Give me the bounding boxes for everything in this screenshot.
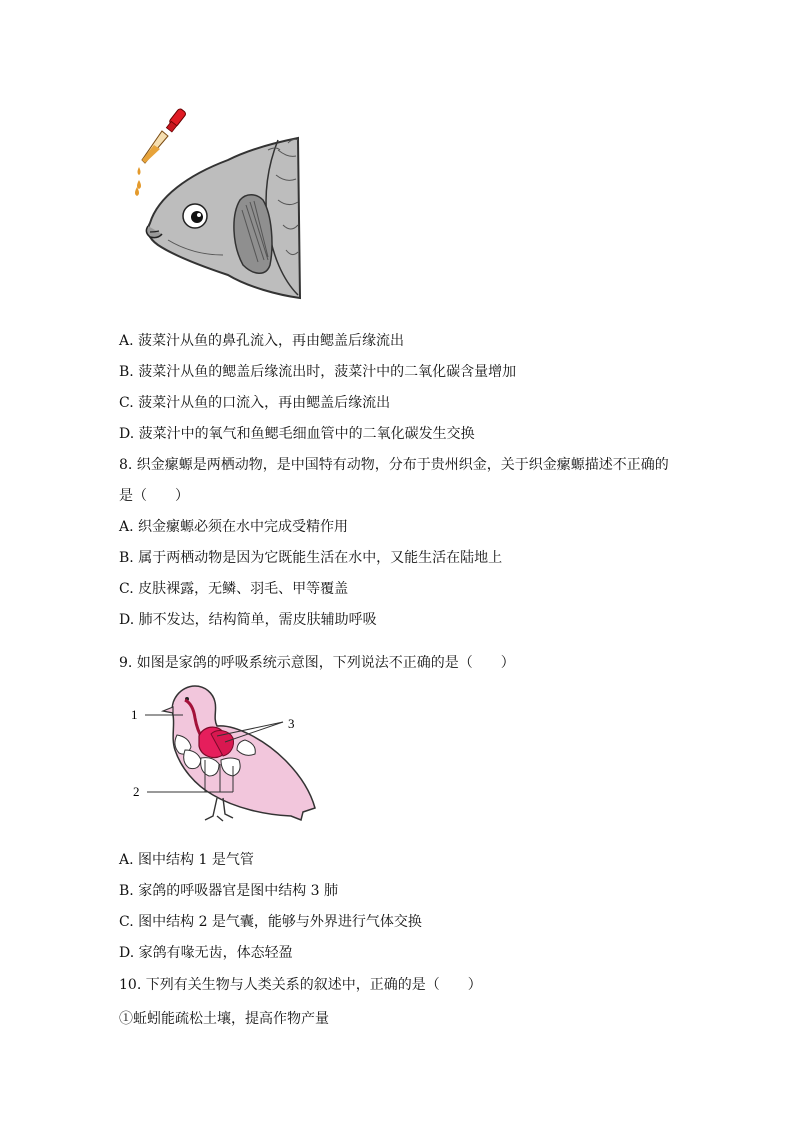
q8-option-d: D. 肺不发达，结构简单，需皮肤辅助呼吸	[119, 612, 377, 628]
q9-option-a: A. 图中结构 1 是气管	[119, 852, 254, 868]
figure-label-1: 1	[131, 707, 138, 722]
q9-stem: 9. 如图是家鸽的呼吸系统示意图，下列说法不正确的是（ ）	[119, 655, 515, 671]
q9-option-b: B. 家鸽的呼吸器官是图中结构 3 肺	[119, 883, 338, 899]
q7-option-c: C. 菠菜汁从鱼的口流入，再由鳃盖后缘流出	[119, 395, 391, 411]
q7-option-a: A. 菠菜汁从鱼的鼻孔流入，再由鳃盖后缘流出	[119, 333, 405, 349]
q8-option-c: C. 皮肤裸露，无鳞、羽毛、甲等覆盖	[119, 581, 349, 597]
q8-stem-line1: 8. 织金瘰螈是两栖动物，是中国特有动物，分布于贵州织金，关于织金瘰螈描述不正确的	[119, 457, 669, 473]
q7-option-b: B. 菠菜汁从鱼的鳃盖后缘流出时，菠菜汁中的二氧化碳含量增加	[119, 364, 517, 380]
dropper-icon	[135, 108, 187, 196]
q7-option-d: D. 菠菜汁中的氧气和鱼鳃毛细血管中的二氧化碳发生交换	[119, 426, 475, 442]
q8-option-a: A. 织金瘰螈必须在水中完成受精作用	[119, 519, 349, 535]
q9-option-d: D. 家鸽有喙无齿，体态轻盈	[119, 945, 293, 961]
q8-stem-line2: 是（ ）	[119, 488, 189, 504]
fish-head-icon	[146, 138, 300, 298]
figure-label-2: 2	[133, 784, 140, 799]
fish-dropper-figure	[128, 105, 313, 305]
q9-option-c: C. 图中结构 2 是气囊，能够与外界进行气体交换	[119, 914, 422, 930]
figure-label-3: 3	[288, 716, 295, 731]
q10-item-1: ①蚯蚓能疏松土壤，提高作物产量	[119, 1011, 329, 1027]
q10-stem: 10. 下列有关生物与人类关系的叙述中，正确的是（ ）	[119, 977, 482, 993]
pigeon-respiratory-figure	[125, 680, 325, 830]
q8-option-b: B. 属于两栖动物是因为它既能生活在水中，又能生活在陆地上	[119, 550, 503, 566]
